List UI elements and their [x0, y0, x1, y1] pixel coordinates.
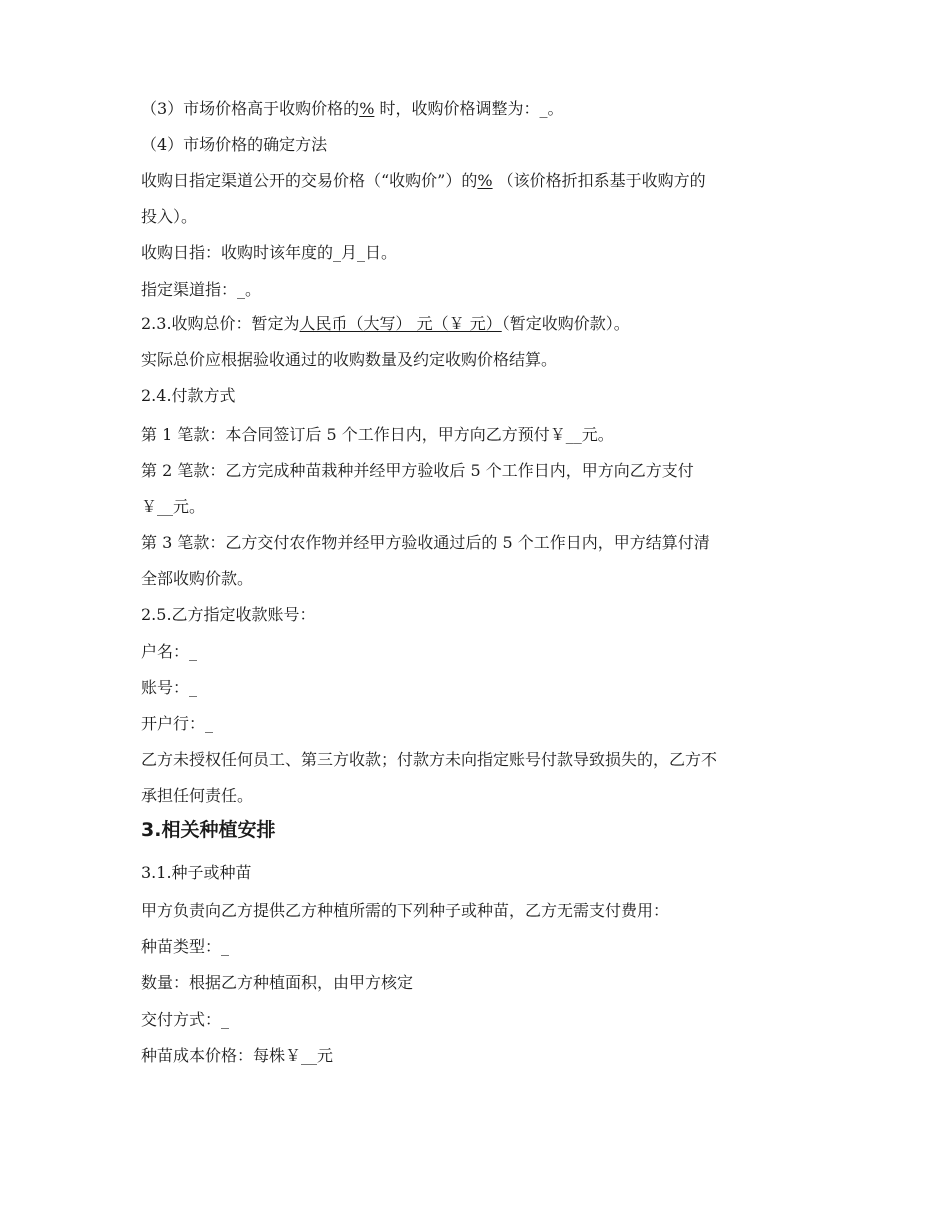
section-heading-seeds: 3.1.种子或种苗: [141, 863, 252, 882]
field-seedling-cost: 种苗成本价格：每株￥__元: [141, 1046, 334, 1065]
blank-amount: 人民币（大写） 元（￥ 元）: [299, 314, 502, 333]
section-heading-payment: 2.4.付款方式: [141, 386, 236, 405]
clause-purchase-price-definition: [141, 171, 706, 191]
text: （该价格折扣系基于收购方的: [492, 171, 706, 190]
text: （3）市场价格高于收购价格的: [141, 99, 360, 118]
section-title-planting: 3.相关种植安排: [141, 819, 276, 841]
clause-total-price: [141, 314, 630, 334]
clause-payment-2: 第 2 笔款：乙方完成种苗栽种并经甲方验收后 5 个工作日内，甲方向乙方支付: [141, 461, 694, 480]
clause-payment-3-cont: 全部收购价款。: [141, 569, 254, 588]
clause-market-price-higher: [141, 99, 563, 119]
clause-purchase-date: 收购日指：收购时该年度的_月_日。: [141, 243, 398, 262]
field-delivery-method: 交付方式：_: [141, 1010, 230, 1029]
text: （暂定收购价款）。: [501, 314, 630, 333]
clause-payment-2-cont: ￥__元。: [141, 497, 206, 516]
field-seed-type: 种苗类型：_: [141, 937, 230, 956]
clause-market-price-method: （4）市场价格的确定方法: [141, 135, 328, 154]
blank-percent: %: [359, 99, 375, 118]
clause-payment-3: 第 3 笔款：乙方交付农作物并经甲方验收通过后的 5 个工作日内，甲方结算付清: [141, 533, 710, 552]
field-quantity: 数量：根据乙方种植面积，由甲方核定: [141, 973, 414, 992]
text: 收购日指定渠道公开的交易价格（“收购价”）的: [141, 171, 478, 190]
field-account-name: 户名：_: [141, 642, 198, 661]
text: 2.3.收购总价：暂定为: [141, 314, 300, 333]
clause-purchase-price-definition-cont: 投入）。: [141, 207, 198, 226]
blank-percent: %: [477, 171, 493, 190]
clause-no-liability-cont: 承担任何责任。: [141, 786, 254, 805]
clause-designated-channel: 指定渠道指：_。: [141, 280, 262, 299]
clause-payment-1: 第 1 笔款：本合同签订后 5 个工作日内，甲方向乙方预付￥__元。: [141, 425, 614, 444]
field-bank: 开户行：_: [141, 714, 214, 733]
clause-seed-supply: 甲方负责向乙方提供乙方种植所需的下列种子或种苗，乙方无需支付费用：: [141, 901, 670, 920]
clause-actual-total: 实际总价应根据验收通过的收购数量及约定收购价格结算。: [141, 350, 558, 369]
section-heading-account: 2.5.乙方指定收款账号：: [141, 605, 316, 624]
clause-no-liability: 乙方未授权任何员工、第三方收款；付款方未向指定账号付款导致损失的，乙方不: [141, 750, 718, 769]
text: 时，收购价格调整为：_。: [374, 99, 564, 118]
field-account-number: 账号：_: [141, 678, 198, 697]
